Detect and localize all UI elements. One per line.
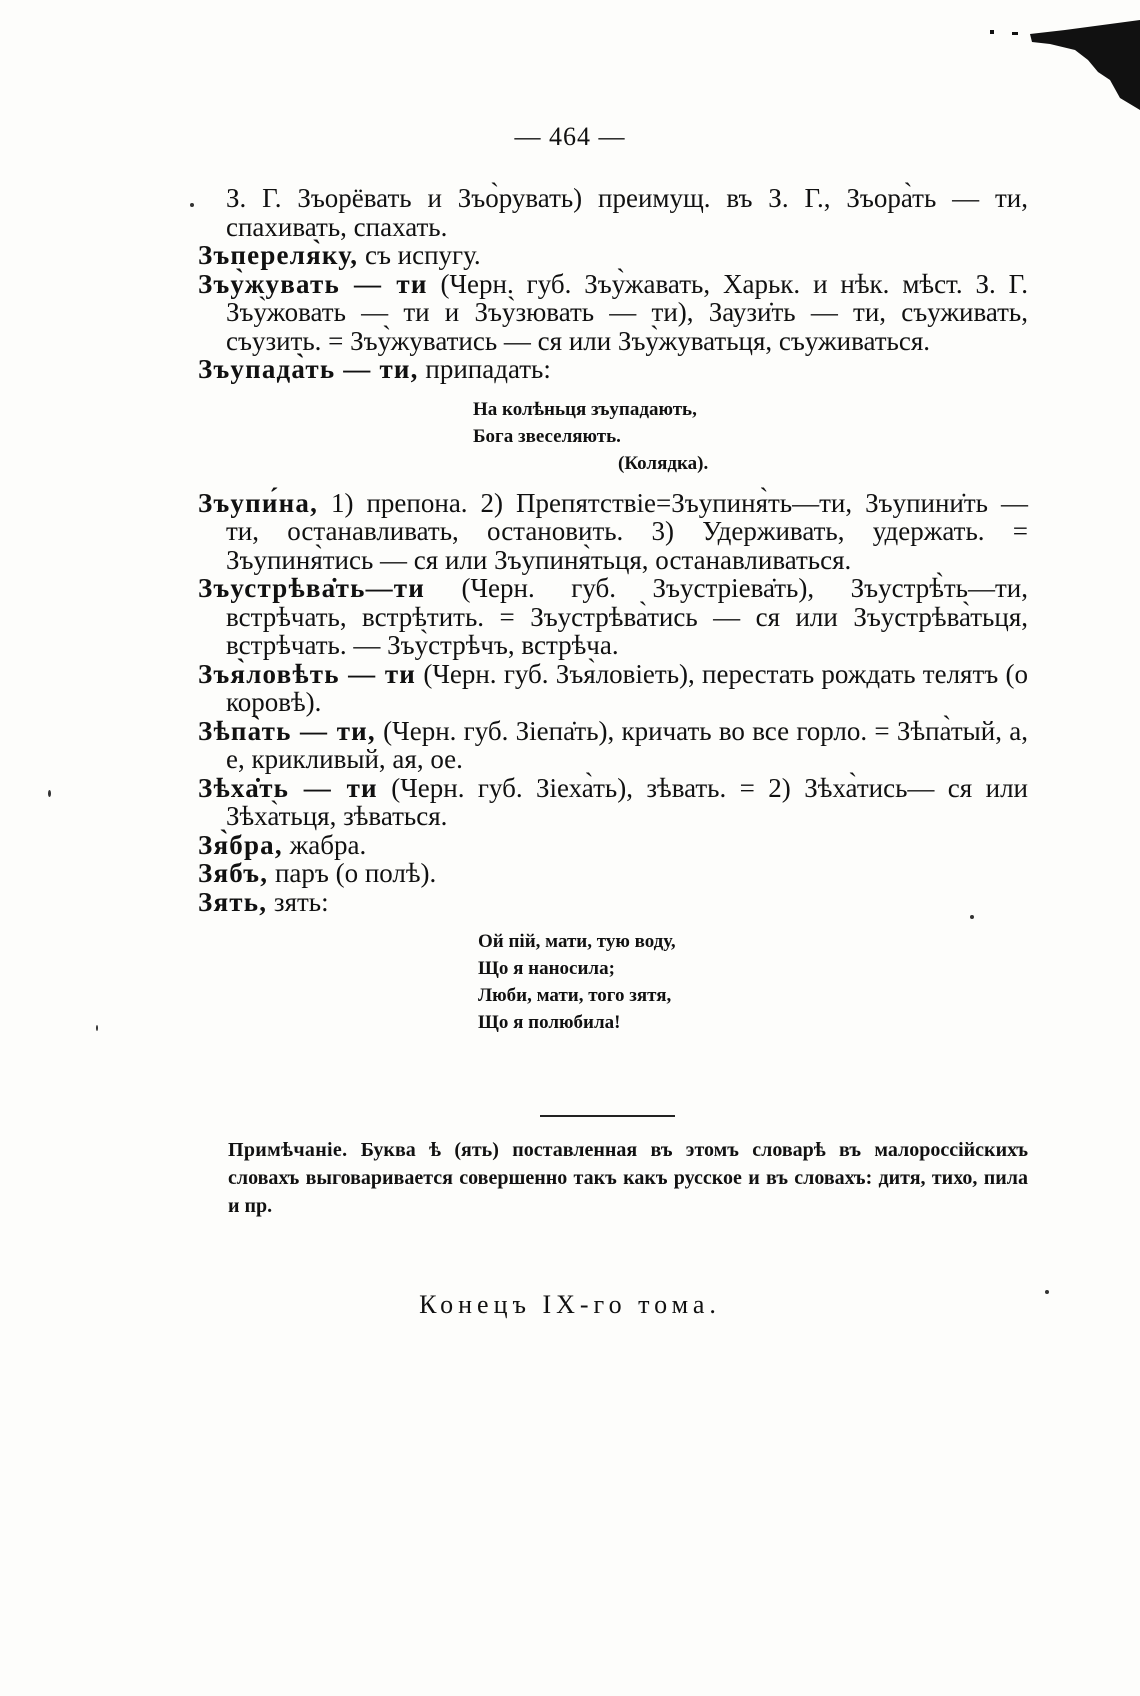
verse-quote-zyat — [198, 928, 1028, 1036]
entry-text: (Черн. губ. Зъя̀ловіеть), перестать рождать телятъ (о коровѣ). — [226, 658, 1028, 717]
verse-source: (Колядка). — [618, 452, 709, 474]
scan-speck — [970, 915, 974, 919]
entry-headword: Зъупада̀ть — ти, — [198, 354, 419, 384]
entry-text: съ испугу. — [358, 240, 481, 270]
end-of-volume-title: Конецъ IX-го тома. — [419, 1290, 721, 1319]
entry-headword: Зѣпа̀ть — ти, — [198, 715, 376, 746]
entry-text: паръ (о полѣ). — [268, 858, 437, 888]
section-divider — [540, 1115, 675, 1117]
dictionary-entry — [198, 831, 1028, 860]
dictionary-entry — [198, 574, 1028, 660]
verse-line: На колѣньця зъупадають, — [473, 398, 697, 420]
scan-corner-mark — [970, 20, 1140, 110]
verse-line: Що я наносила; — [478, 958, 615, 979]
dictionary-entry — [198, 717, 1028, 774]
entry-text: зять: — [267, 886, 329, 917]
dictionary-entry — [198, 241, 1028, 270]
entry-continuation — [198, 184, 1028, 241]
entry-headword: Зъупи́на, — [198, 487, 319, 518]
entry-text: (Черн. губ. Зъу̀жавать, Харьк. и нѣк. мѣст. З. Г. Зъу̀жовать — ти и Зъу̀зювать — ти), Заузи̇ть — ти, съуживать, съузить. = Зъу̀жуватись — ся или Зъу̀жуватьця, съуживаться. — [226, 268, 1028, 356]
entry-text: (Черн. губ. Зіепа̇ть), кричать во все горло. = Зѣпа̀тый, а, е, крикливый, ая, ое. — [226, 715, 1028, 774]
scan-speck — [1045, 1290, 1049, 1294]
entry-headword: Зъпереля̀ку, — [198, 240, 359, 270]
scan-speck — [48, 790, 51, 797]
footnote — [228, 1136, 1028, 1220]
entry-headword: Зя̀бра, — [198, 829, 283, 860]
entry-headword: Зѣха̇ть — ти — [198, 772, 378, 803]
entry-text: (Черн. губ. Зіеха̀ть), зѣвать. = 2) Зѣха̀тись— ся или Зѣха̀тьця, зѣваться. — [226, 772, 1028, 831]
verse-line: Люби, мати, того зятя, — [478, 985, 672, 1006]
verse-line: Бога звеселяють. — [473, 425, 621, 447]
verse-line: Ой пій, мати, тую воду, — [478, 931, 676, 952]
entry-headword: Зять, — [198, 886, 268, 917]
dictionary-entries — [198, 184, 1028, 1048]
page-number: — 464 — — [514, 122, 626, 151]
entry-headword: Зъустрѣва̇ть—ти — [198, 573, 425, 603]
dictionary-entry — [198, 489, 1028, 575]
footnote-label: Примѣчаніе. — [228, 1139, 348, 1161]
verse-line: Що я полюбила! — [478, 1012, 621, 1033]
entry-headword: Зъя̀ловѣть — ти — [198, 658, 417, 689]
entry-text: З. Г. Зъорёвать и Зъо̀рувать) преимущ. въ З. Г., Зъора̀ть — ти, спахивать, спахать. — [226, 183, 1028, 242]
dictionary-entry — [198, 270, 1028, 356]
dictionary-entry — [198, 355, 1028, 384]
entry-text: жабра. — [282, 829, 367, 860]
entry-text: 1) препона. 2) Препятствіе=Зъупиня̀ть—ти, Зъупини̇ть — ти, останавливать, остановить. 3) Удерживать, удержать. = Зъупиня̀тись — ся или Зъупиня̀тьця, останавливаться. — [226, 487, 1028, 575]
dictionary-entry — [198, 774, 1028, 831]
entry-text: припадать: — [418, 354, 551, 384]
verse-quote-koliadka — [198, 396, 1028, 477]
dictionary-entry — [198, 859, 1028, 888]
entry-headword: Зябъ, — [198, 858, 269, 888]
footnote-text: Буква ѣ (ять) поставленная въ этомъ словарѣ въ малороссійскихъ словахъ выговаривается совершенно такъ какъ русское и въ словахъ: дитя, тихо, пила и пр. — [228, 1139, 1028, 1217]
entry-text: (Черн. губ. Зъустріева̇ть), Зъустрѣ̀ть—ти, встрѣчать, встрѣтить. = Зъустрѣва̀тись — ся или Зъустрѣва̀тьця, встрѣчать. — Зъу̀стрѣчъ, встрѣча. — [226, 573, 1028, 660]
dictionary-entry — [198, 888, 1028, 917]
entry-headword: Зъу̀жувать — ти — [198, 268, 428, 299]
scan-speck — [96, 1025, 98, 1031]
dictionary-entry — [198, 660, 1028, 717]
scan-speck — [190, 203, 194, 207]
